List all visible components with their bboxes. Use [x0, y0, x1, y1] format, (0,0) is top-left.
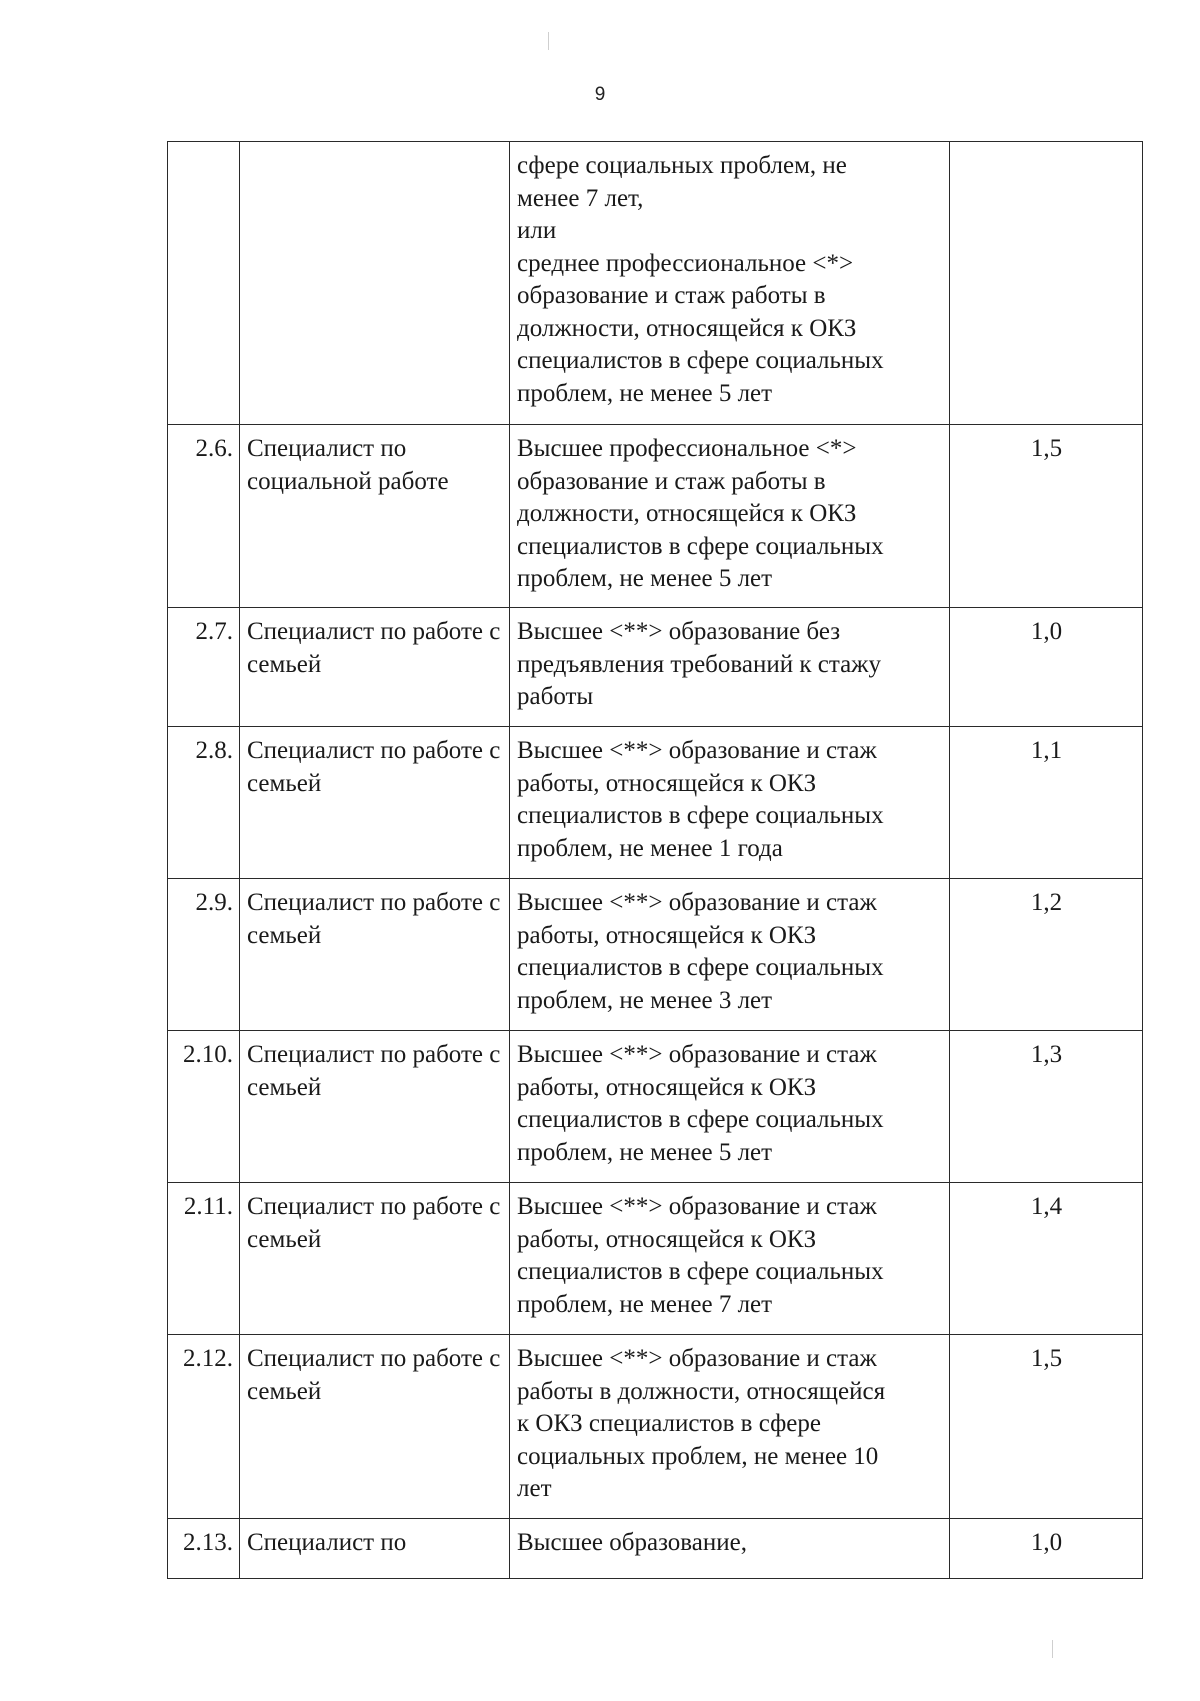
requirement-line: менее 7 лет,: [517, 184, 644, 212]
requirement-line: работы, относящейся к ОКЗ: [517, 1073, 817, 1101]
table-row: [168, 425, 1143, 608]
table-row: [168, 879, 1143, 1031]
coefficient: [950, 142, 1143, 425]
position-title: Специалист по: [240, 1519, 510, 1579]
requirement-line: социальных проблем, не менее 10: [517, 1442, 879, 1470]
requirement-line: среднее профессиональное <*>: [517, 249, 854, 277]
row-number: 2.9.: [168, 879, 240, 1031]
table-row: [168, 1183, 1143, 1335]
requirement-line: проблем, не менее 5 лет: [517, 565, 773, 592]
requirement-line: Высшее <**> образование и стаж: [517, 737, 877, 764]
row-number: 2.11.: [168, 1183, 240, 1335]
coefficient: 1,5: [950, 1335, 1143, 1519]
qualification-table: [167, 141, 1143, 1579]
requirements-cell: [510, 1335, 950, 1519]
requirement-line: проблем, не менее 1 года: [517, 834, 783, 862]
requirements-cell: [510, 1519, 950, 1579]
requirement-line: к ОКЗ специалистов в сфере: [517, 1410, 821, 1437]
requirement-line: проблем, не менее 3 лет: [517, 986, 773, 1014]
requirements-cell: [510, 142, 950, 425]
row-number: 2.10.: [168, 1031, 240, 1183]
requirement-line: работы, относящейся к ОКЗ: [517, 769, 817, 797]
requirement-line: Высшее профессиональное <*>: [517, 435, 857, 462]
requirement-line: предъявления требований к стажу: [517, 650, 881, 678]
requirement-line: сфере социальных проблем, не: [517, 152, 847, 179]
position-title: [240, 142, 510, 425]
scan-artifact: [1052, 1640, 1053, 1658]
requirement-line: специалистов в сфере социальных: [517, 532, 884, 560]
scan-artifact: [548, 32, 549, 50]
requirement-line: Высшее образование,: [517, 1529, 747, 1556]
requirement-line: работы, относящейся к ОКЗ: [517, 921, 817, 949]
requirement-line: работы в должности, относящейся: [517, 1377, 886, 1405]
table-body: [168, 142, 1143, 1579]
requirement-line: должности, относящейся к ОКЗ: [517, 500, 857, 527]
requirement-line: специалистов в сфере социальных: [517, 1258, 884, 1285]
page-number: 9: [594, 84, 606, 105]
table-row: [168, 1031, 1143, 1183]
requirement-line: Высшее <**> образование и стаж: [517, 1193, 877, 1220]
table-row: [168, 142, 1143, 425]
requirements-cell: [510, 425, 950, 608]
coefficient: 1,5: [950, 425, 1143, 608]
row-number: 2.6.: [168, 425, 240, 608]
requirement-line: должности, относящейся к ОКЗ: [517, 314, 857, 342]
row-number: 2.12.: [168, 1335, 240, 1519]
position-title: Специалист по работе с семьей: [240, 727, 510, 879]
row-number: 2.13.: [168, 1519, 240, 1579]
requirements-cell: [510, 1183, 950, 1335]
requirement-line: работы: [517, 683, 594, 710]
requirement-line: Высшее <**> образование и стаж: [517, 889, 877, 916]
coefficient: 1,3: [950, 1031, 1143, 1183]
requirement-line: или: [517, 217, 557, 244]
requirement-line: лет: [517, 1475, 552, 1502]
requirement-line: работы, относящейся к ОКЗ: [517, 1225, 817, 1253]
requirement-line: образование и стаж работы в: [517, 467, 826, 495]
coefficient: 1,0: [950, 1519, 1143, 1579]
row-number: 2.7.: [168, 608, 240, 727]
requirement-line: Высшее <**> образование без: [517, 618, 841, 645]
requirement-line: проблем, не менее 5 лет: [517, 379, 773, 407]
position-title: Специалист по работе с семьей: [240, 1183, 510, 1335]
position-title: Специалист по работе с семьей: [240, 879, 510, 1031]
requirement-line: образование и стаж работы в: [517, 282, 826, 309]
requirement-line: проблем, не менее 7 лет: [517, 1290, 773, 1318]
coefficient: 1,2: [950, 879, 1143, 1031]
coefficient: 1,4: [950, 1183, 1143, 1335]
requirements-cell: [510, 727, 950, 879]
requirement-line: Высшее <**> образование и стаж: [517, 1345, 877, 1372]
table-row: [168, 1335, 1143, 1519]
requirement-line: специалистов в сфере социальных: [517, 802, 884, 829]
requirements-cell: [510, 879, 950, 1031]
row-number: [168, 142, 240, 425]
table-row: [168, 727, 1143, 879]
requirement-line: специалистов в сфере социальных: [517, 347, 884, 374]
table-row: [168, 1519, 1143, 1579]
position-title: Специалист по социальной работе: [240, 425, 510, 608]
coefficient: 1,0: [950, 608, 1143, 727]
requirements-cell: [510, 1031, 950, 1183]
position-title: Специалист по работе с семьей: [240, 1031, 510, 1183]
position-title: Специалист по работе с семьей: [240, 608, 510, 727]
requirement-line: проблем, не менее 5 лет: [517, 1138, 773, 1166]
requirements-cell: [510, 608, 950, 727]
requirement-line: специалистов в сфере социальных: [517, 954, 884, 981]
requirement-line: специалистов в сфере социальных: [517, 1106, 884, 1133]
position-title: Специалист по работе с семьей: [240, 1335, 510, 1519]
table-row: [168, 608, 1143, 727]
coefficient: 1,1: [950, 727, 1143, 879]
row-number: 2.8.: [168, 727, 240, 879]
requirement-line: Высшее <**> образование и стаж: [517, 1041, 877, 1068]
